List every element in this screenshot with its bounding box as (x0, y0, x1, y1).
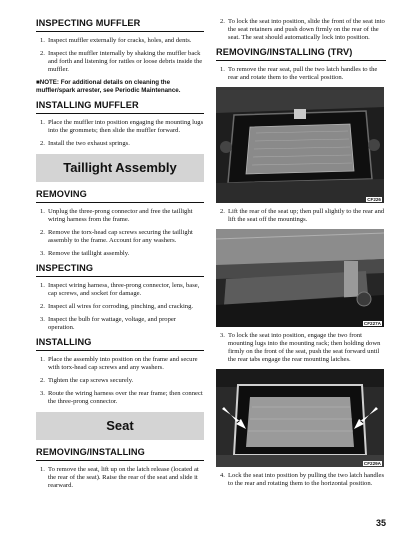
seat-lifted-image (216, 229, 384, 327)
banner-seat: Seat (36, 412, 204, 440)
step: 1. To remove the seat, lift up on the latch release (located at the rear of the seat). Raise the rear of the seat and slide it rearward. (40, 466, 199, 490)
step: 4. Lock the seat into position by pulling the two latch handles to the rear and rotating them to the horizontal position. (220, 472, 385, 487)
photo-seat-lifted (216, 229, 384, 327)
photo-caption: CF226 (367, 197, 381, 202)
step: 3. Route the wiring harness over the rear frame; then connect the three-prong connector. (40, 390, 203, 406)
heading-inspecting: INSPECTING (36, 263, 204, 277)
heading-installing: INSTALLING (36, 337, 204, 351)
step: 2. Inspect all wires for corroding, pinching, and cracking. (40, 303, 194, 311)
heading-inspecting-muffler: INSPECTING MUFFLER (36, 18, 204, 32)
step: 1. Inspect wiring harness, three-prong connector, lens, base, cap screws, and socket for damage. (40, 282, 200, 298)
step: 2. Lift the rear of the seat up; then pull slightly to the rear and lift the seat off the mountings. (220, 208, 385, 223)
note: ■NOTE: For additional details on cleaning the muffler/spark arrester, see Periodic Maintenance. (36, 79, 181, 94)
step: 3. Remove the taillight assembly. (40, 250, 130, 258)
heading-installing-muffler: INSTALLING MUFFLER (36, 100, 204, 114)
photo-seat-compartment (216, 87, 384, 203)
banner-taillight-assembly: Taillight Assembly (36, 154, 204, 182)
right-column (216, 18, 386, 493)
step: 1. To remove the rear seat, pull the two latch handles to the rear and rotate them to the vertical position. (220, 66, 378, 81)
step: 3. To lock the seat into position, engage the two front mounting lugs into the mounting rack; then holding down firmly on the front of the seat, push the seat forward until the rear tabs engage the rear mounting latches. (220, 332, 381, 363)
seat-compartment-image (216, 87, 384, 203)
page-number: 35 (375, 518, 386, 528)
heading-removing: REMOVING (36, 189, 204, 203)
photo-rear-latches (216, 369, 384, 467)
left-column (36, 18, 204, 495)
step: 3. Inspect the bulb for wattage, voltage, and proper operation. (40, 316, 176, 332)
rear-latches-image (216, 369, 384, 467)
step: 1. Place the muffler into position engaging the mounting lugs into the grommets; then slide the muffler forward. (40, 119, 204, 135)
step: 2. Tighten the cap screws securely. (40, 377, 134, 385)
heading-removing-installing-trv: REMOVING/INSTALLING (TRV) (216, 47, 386, 61)
step: 2. Remove the torx-head cap screws securing the taillight assembly to the frame. Account for any washers. (40, 229, 193, 245)
step: 1. Unplug the three-prong connector and free the taillight wiring harness from the frame. (40, 208, 193, 224)
step: 1. Place the assembly into position on the frame and secure with torx-head cap screws and any washers. (40, 356, 198, 372)
step: 2. To lock the seat into position, slide the front of the seat into the seat retainers and push down firmly on the rear of the seat. The seat should automatically lock into position. (220, 18, 385, 41)
heading-seat-removing-installing: REMOVING/INSTALLING (36, 447, 204, 461)
photo-caption: CF229A (363, 461, 381, 466)
photo-caption: CF227A (363, 321, 381, 326)
step: 2. Install the two exhaust springs. (40, 140, 130, 148)
step: 1. Inspect muffler externally for cracks, holes, and dents. (40, 37, 192, 44)
step: 2. Inspect the muffler internally by shaking the muffler back and forth and listening for rattles or loose debris inside the muffler. (40, 50, 203, 73)
